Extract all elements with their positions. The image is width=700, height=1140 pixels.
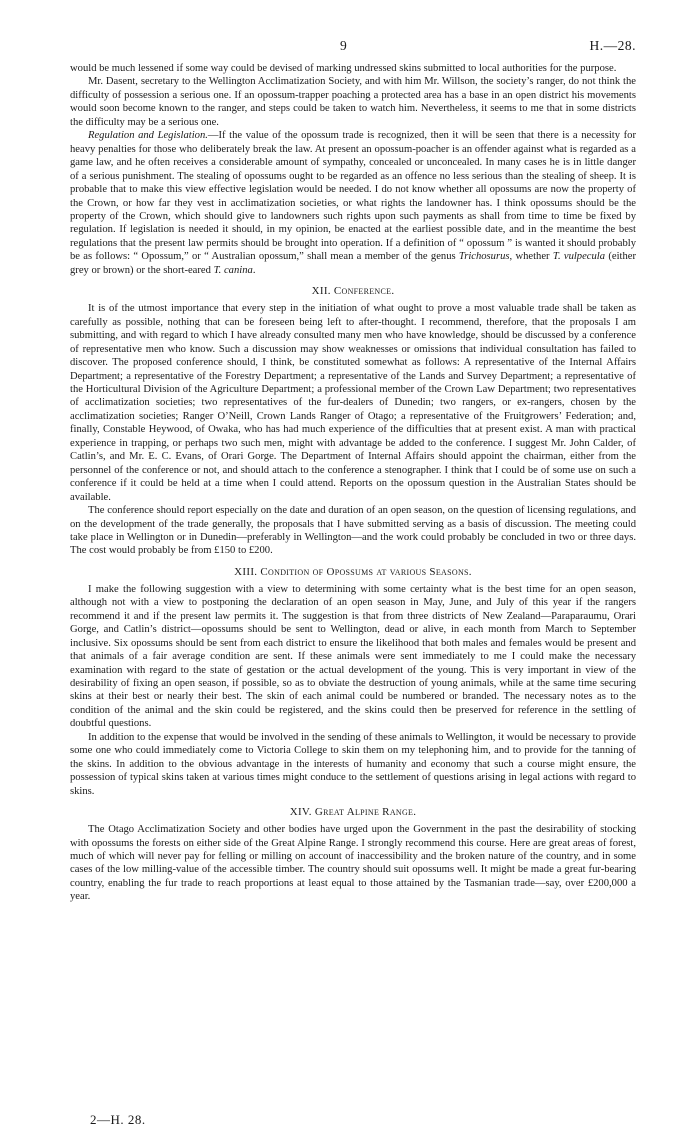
text-run: (either grey or brown) or the short-eared [70, 251, 636, 276]
report-reference: H.—28. [589, 38, 636, 53]
paragraph-lead: Regulation and Legislation. [88, 130, 208, 142]
paragraph: Mr. Dasent, secretary to the Wellington Acclimatization Society, and with him Mr. Willson, the society’s ranger, do not think the difficulty of possession a serious one. If an opossum-trapper poaching a protected area has a base in an open district his movements would soon become known to the ranger, and steps could be taken to watch him. Nevertheless, it seems to me that in some districts the difficulty may be a serious one. [70, 76, 636, 128]
paragraph-regulation [70, 129, 636, 277]
species-name: T. vulpecula [552, 251, 606, 263]
species-name: T. canina [213, 264, 253, 276]
section-heading: XIV. Great Alpine Range. [289, 806, 417, 819]
document-body [70, 62, 636, 904]
paragraph: It is of the utmost importance that every step in the initiation of what ought to prove a most valuable trade shall be taken as carefully as possible, nothing that can be foreseen being left to after-thought. I recommend, therefore, that the proposals I am submitting, and with regard to which I have already consulted many men who have knowledge, should be discussed by a conference of representative men who know. Such a discussion may show weaknesses or omissions that individual consultation has failed to discover. The proposed conference should, I think, be constituted somewhat as follows: A representative of the Internal Affairs Department; a representative of the Forestry Department; a representative of the Lands and Survey Department; a representative of the Horticultural Division of the Agriculture Department; a professional member of the Crown Law Department; two representatives of acclimatization societies; two representatives of the fur-dealers of Dunedin; two rangers, or ex-rangers, chosen by the acclimatization societies; Ranger O’Neill, Crown Lands Ranger of Otago; a representative of the Fruitgrowers’ Federation; and, finally, Constable Heywood, of Owaka, who has had much experience of the difficulties that at present exist. A man with practical experience in trapping, or perhaps two such men, might with advantage be added to the conference. I suggest Mr. John Calder, of Catlin’s, and Mr. E. C. Evans, of Orari Gorge. The Department of Internal Affairs should appoint the chairman, either from the personnel of the conference or not, and should attach to the conference a stenographer. I think that I could be of some use on such a conference if it could be held at a time when I could attend. Reports on the opossum question in the Australian States should be available. [70, 303, 636, 503]
paragraph: I make the following suggestion with a view to determining with some certainty what is the best time for an open season, although not with a view to postponing the declaration of an open season in May, June, and July of this year if the rangers recommend it and if the present law permits it. The suggestion is that from three districts of New Zealand—Paraparaumu, Orari Gorge, and Catlin’s district—opossums should be sent to Wellington, dead or alive, in each month from March to September inclusive. Six opossums should be sent from each district to ensure the likelihood that both males and females would be present and that animals of a fair average condition are sent. If these animals were sent immediately to me I could make the necessary examination with regard to the state of gestation or the actual development of the young. This is very important in view of the desirability of fixing an open season, if possible, so as to obviate the destruction of young animals, while at the same time securing skins at their best or nearly their best. The skin of each animal could be numbered or branded. The necessary notes as to the condition of the animal and the skin could be registered, and the skins could then be preserved for reference in the settling of doubtful questions. [70, 583, 636, 730]
paragraph: would be much lessened if some way could be devised of marking undressed skins submitted to local authorities for the purpose. [70, 63, 617, 74]
section-heading: XIII. Condition of Opossums at various Seasons. [234, 565, 472, 578]
paragraph: In addition to the expense that would be involved in the sending of these animals to Wellington, it would be necessary to provide some one who could immediately come to Victoria College to skin them on my telephoning him, and to provide for the tanning of the skins. In addition to the obvious advantage in the interests of humanity and economy that such a course might ensure, the possession of typical skins taken at various times might conduce to the settlement of questions arising in legal actions with regard to skins. [70, 731, 636, 797]
text-run: . [252, 264, 256, 276]
paragraph: The Otago Acclimatization Society and other bodies have urged upon the Government in the past the desirability of stocking with opossums the forests on either side of the Great Alpine Range. I strongly recommend this course. Here are great areas of forest, much of which will never pay for felling or milling on account of inaccessibility and the broken nature of the country, and in some cases of the low milling-value of the accessible timber. The country should suit opossums well. It might be made a great fur-bearing country, enabling the fur trade to reach proportions at least equal to those attained by the Tasmanian trade—say, over £200,000 a year. [70, 824, 636, 903]
text-run: —If the value of the opossum trade is recognized, then it will be seen that there is a necessity for heavy penalties for those who deliberately break the law. At present an opossum-poacher is an offender against what is regarded as a game law, and he often receives a considerable amount of sympathy, concealed or unconcealed. In many cases he is in little danger of a serious punishment. The stealing of opossums ought to be regarded as an offence no less serious than the stealing of sheep. It is probable that to make this view effective legislation would be needed. I do not know whether all opossums are now the property of the Crown, or how far they vest in acclimatization societies, or what rights the landowner has. I think opossums should be the property of the Crown, which should give to landowners such rights upon such payments as shall from time to time be fixed by regulation. If legislation is needed it should, in my opinion, be enacted at the earliest possible date, and in the meantime the best regulations that the present law permits should be brought into operation. If a definition of “ opossum ” is wanted it should probably be as follows: “ Opossum,” or “ Australian opossum,” shall mean a member of the genus [70, 130, 636, 263]
page-number: 9 [340, 38, 347, 53]
page-header [70, 38, 636, 56]
paragraph: The conference should report especially on the date and duration of an open season, on the question of licensing regulations, and on the development of the trade generally, the proposals that I have submitted serving as a basis of discussion. The meeting could take place in Wellington or in Dunedin—preferably in Wellington—and the work could probably be concluded in two or three days. The cost would probably be from £150 to £200. [70, 505, 636, 557]
text-run: , whether [509, 251, 553, 263]
genus-name: Trichosurus [458, 251, 510, 263]
section-heading: XII. Conference. [311, 285, 395, 298]
signature-mark: 2—H. 28. [90, 1112, 146, 1127]
